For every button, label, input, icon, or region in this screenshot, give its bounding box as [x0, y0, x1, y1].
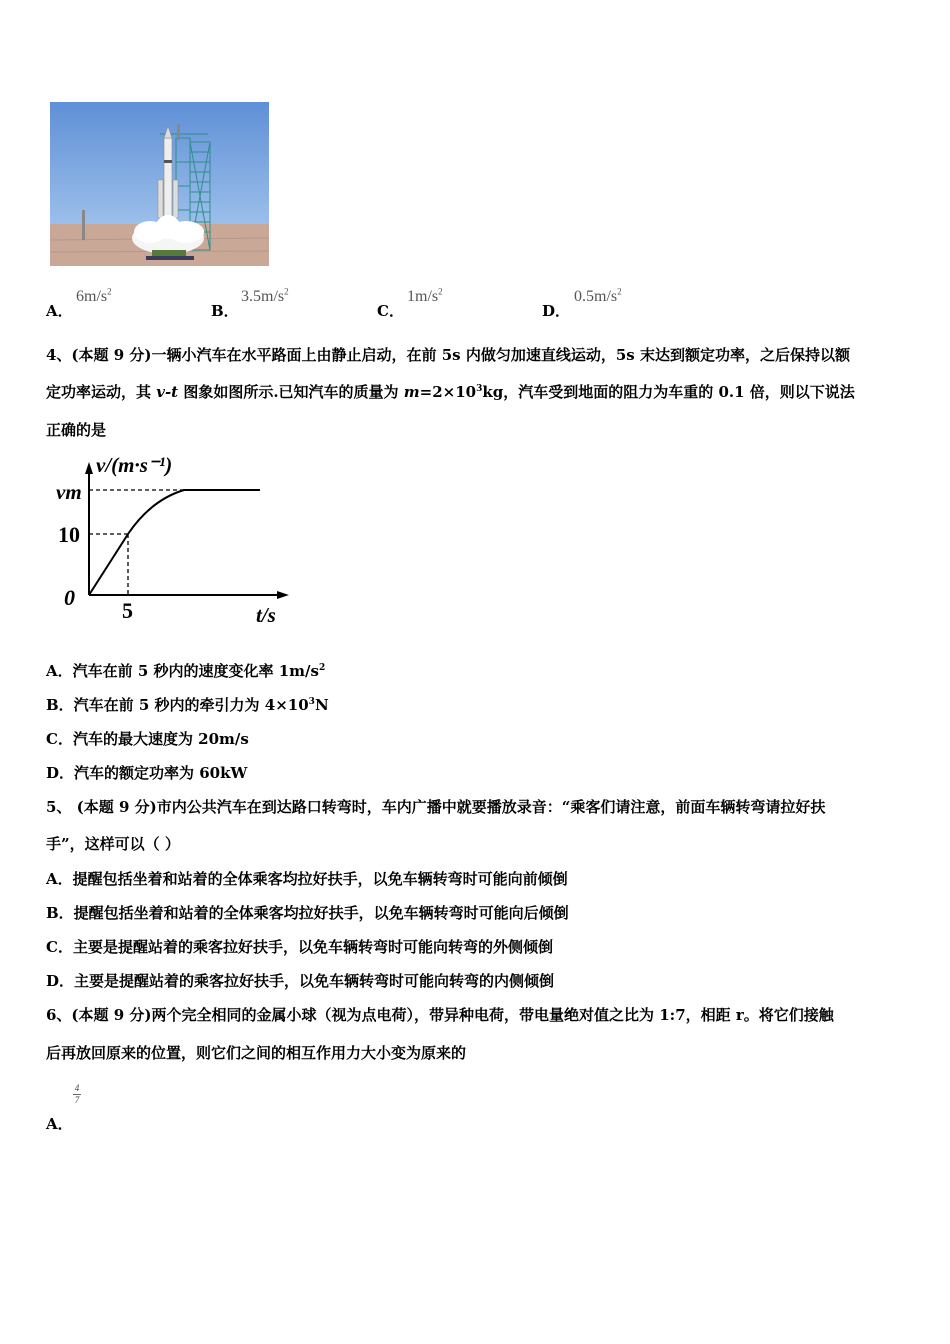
q4-stem-line3: 正确的是 — [46, 421, 107, 439]
vm-label: vm — [56, 480, 82, 504]
q6-option-a[interactable]: A． — [46, 1115, 73, 1133]
option-letter: B． — [211, 302, 239, 320]
q5-option-d[interactable]: D．主要是提醒站着的乘客拉好扶手，以免车辆转弯时可能向转弯的内侧倾倒 — [46, 972, 555, 990]
label-5: 5 — [122, 598, 133, 623]
q4-option-d[interactable]: D．汽车的额定功率为 60kW — [46, 764, 248, 782]
option-letter: D． — [542, 302, 571, 320]
rocket-launch-image — [50, 102, 269, 266]
option-letter: A． — [46, 302, 73, 320]
option-letter: C． — [377, 302, 404, 320]
q5-stem-line2: 手”，这样可以（ ） — [46, 835, 180, 853]
vt-graph — [56, 450, 296, 630]
q4-stem-line2: 定功率运动，其 v-t 图象如图所示.已知汽车的质量为 $m=2\times 10^3kg$，汽车受到地面的阻力为车重的 0.1 倍，则以下说法 — [46, 383, 855, 401]
origin-label: 0 — [64, 585, 75, 610]
q6-stem-line1: 6、(本题 9 分)两个完全相同的金属小球（视为点电荷），带异种电荷，带电量绝对值之比为 1:7，相距 r。将它们接触 — [46, 1006, 834, 1024]
x-axis-label: t/s — [256, 603, 276, 627]
label-10: 10 — [58, 522, 80, 547]
q6-option-a-fraction: 4 7 — [74, 1083, 80, 1105]
q6-stem-line2: 后再放回原来的位置，则它们之间的相互作用力大小变为原来的 — [46, 1044, 467, 1062]
q5-option-a[interactable]: A．提醒包括坐着和站着的全体乘客均拉好扶手，以免车辆转弯时可能向前倾倒 — [46, 870, 568, 888]
option-value: 3.5m/s — [241, 288, 285, 305]
option-value: 0.5m/s — [574, 288, 618, 305]
option-value: 1m/s — [407, 288, 439, 305]
q4-option-b[interactable]: B．汽车在前 5 秒内的牵引力为 $4\times 10^3N$ — [46, 696, 329, 714]
q4-option-c[interactable]: C．汽车的最大速度为 20m/s — [46, 730, 249, 748]
q5-option-c[interactable]: C．主要是提醒站着的乘客拉好扶手，以免车辆转弯时可能向转弯的外侧倾倒 — [46, 938, 553, 956]
option-value: 6m/s — [76, 288, 108, 305]
q4-stem-line1: 4、(本题 9 分)一辆小汽车在水平路面上由静止启动，在前 5s 内做匀加速直线运动，5s 末达到额定功率，之后保持以额 — [46, 346, 850, 364]
q5-stem-line1: 5、 (本题 9 分)市内公共汽车在到达路口转弯时，车内广播中就要播放录音：“乘客们请注意，前面车辆转弯请拉好扶 — [46, 798, 826, 816]
q5-option-b[interactable]: B．提醒包括坐着和站着的全体乘客均拉好扶手，以免车辆转弯时可能向后倾倒 — [46, 904, 569, 922]
y-axis-label: v/(m·s⁻¹) — [96, 453, 173, 477]
q4-option-a[interactable]: A．汽车在前 5 秒内的速度变化率 $1m/s^2$ — [46, 662, 326, 680]
